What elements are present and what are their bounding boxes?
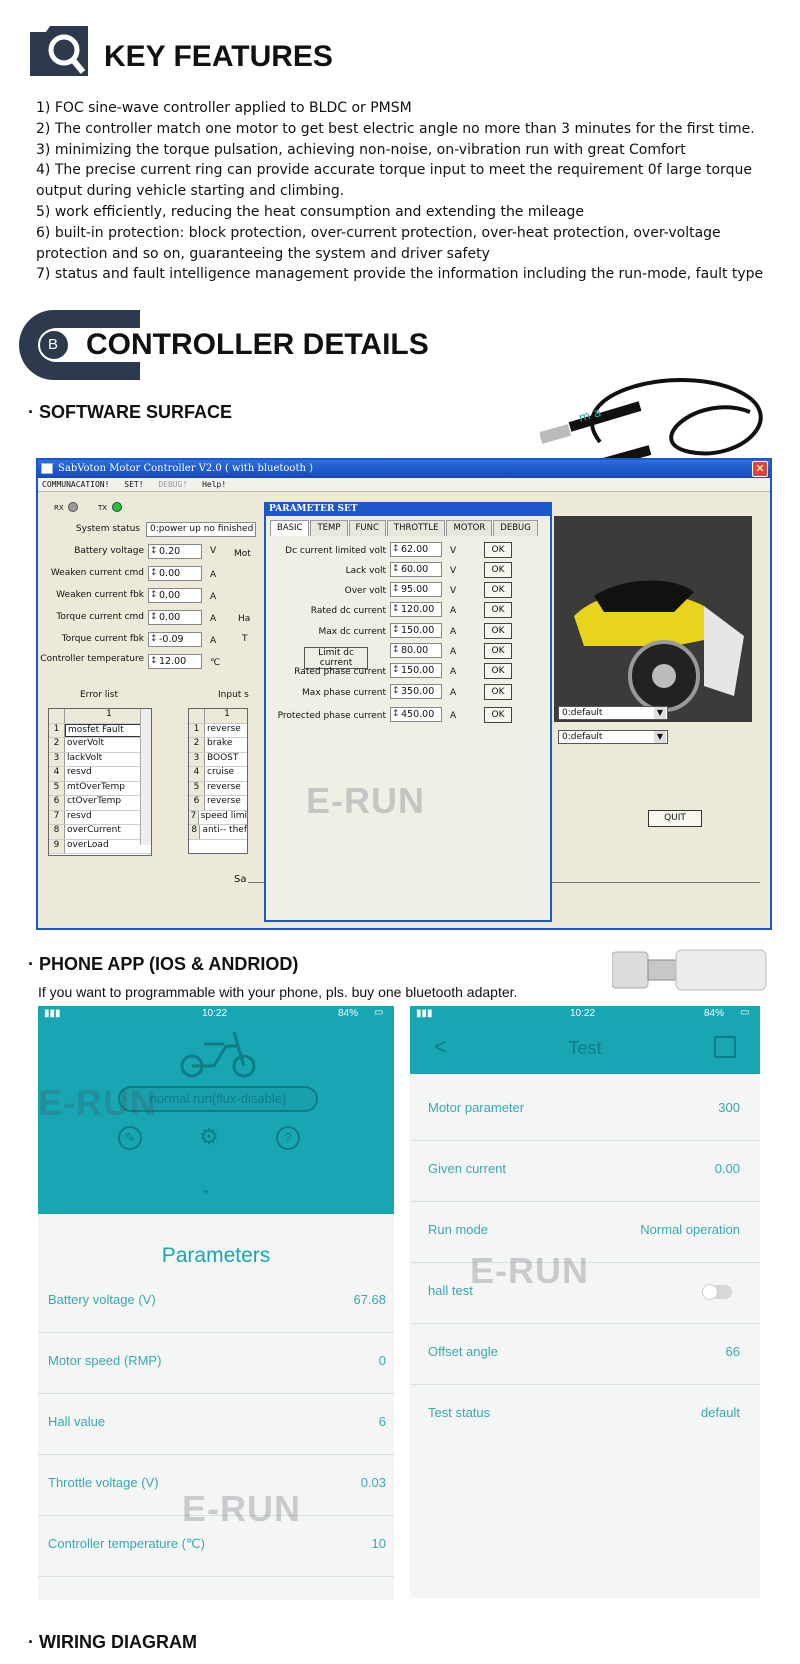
svg-text:m a: m a [576, 405, 603, 425]
parameter-set-dialog [264, 502, 552, 922]
field-label: Weaken current fbk [56, 590, 144, 600]
ok-button[interactable]: OK [484, 643, 512, 659]
scooter-icon [174, 1024, 260, 1080]
param-input[interactable]: ↕ 150.00 [390, 663, 442, 678]
param-label: Protected phase current [277, 711, 386, 721]
phone-screen-test [410, 1006, 760, 1598]
watermark: E-RUN [470, 1250, 589, 1291]
param-input[interactable]: ↕ 120.00 [390, 602, 442, 617]
menu-bar [38, 478, 770, 492]
feature-item: 4) The precise current ring can provide accurate torque input to meet the requirement 0f large torque output during vehicle starting and climbing. [36, 162, 752, 200]
list-item[interactable]: 5 mtOverTemp [49, 782, 151, 797]
list-item[interactable]: 8 overCurrent [49, 825, 151, 840]
list-item[interactable]: 3 lackVolt [49, 753, 151, 768]
list-item[interactable]: 1 reverse [189, 724, 247, 739]
test-row: Motor parameter 300 [410, 1080, 760, 1141]
param-input[interactable]: ↕ 150.00 [390, 623, 442, 638]
rx-label: RX [54, 504, 64, 512]
list-item[interactable]: 6 ctOverTemp [49, 796, 151, 811]
field-unit: V [210, 546, 217, 556]
param-unit: A [450, 711, 457, 721]
param-unit: V [450, 586, 457, 596]
param-row: Controller temperature (℃) 10 [38, 1516, 394, 1577]
param-input[interactable]: ↕ 450.00 [390, 707, 442, 722]
param-input[interactable]: ↕ 60.00 [390, 562, 442, 577]
partial-label: Ha [238, 614, 251, 624]
rx-led [68, 502, 78, 512]
ok-button[interactable]: OK [484, 623, 512, 639]
list-item[interactable]: 1 mosfet Fault [49, 724, 151, 739]
tab-func[interactable]: FUNC [349, 520, 386, 536]
torque-current-cmd-input[interactable]: ↕ 0.00 [148, 610, 202, 625]
param-input[interactable]: ↕ 62.00 [390, 542, 442, 557]
phone-app-heading: · PHONE APP (IOS & ANDRIOD) [28, 954, 299, 974]
field-label: Battery voltage [74, 546, 144, 556]
input-status-grid[interactable]: 1 1 reverse 2 brake 3 BOOST 4 cruise 5 reverse 6 reverse 7 speed limi 8 anti-- thef [188, 708, 248, 854]
param-label: Max phase current [302, 688, 386, 698]
param-unit: A [450, 667, 457, 677]
param-input[interactable]: ↕ 80.00 [390, 643, 442, 658]
param-label: Rated phase current [294, 667, 386, 677]
magnifier-icon [28, 22, 90, 78]
error-list-grid[interactable]: 1 1 mosfet Fault 2 overVolt 3 lackVolt 4 resvd 5 mtOverTemp 6 ctOverTemp 7 resvd 8 overCurrent 9 overLoad [48, 708, 152, 856]
param-unit: V [450, 566, 457, 576]
chevron-down-icon[interactable]: ⌄ [200, 1180, 212, 1196]
feature-item: 5) work efficiently, reducing the heat consumption and extending the mileage [36, 203, 585, 220]
weaken-current-cmd-input[interactable]: ↕ 0.00 [148, 566, 202, 581]
watermark: E-RUN [182, 1488, 301, 1529]
window-title: SabVoton Motor Controller V2.0 ( with bluetooth ) [58, 463, 313, 474]
wrench-icon[interactable]: ✎ [118, 1126, 142, 1150]
field-unit: A [210, 614, 217, 624]
menu-set[interactable]: SET! [124, 480, 144, 489]
test-title: Test [568, 1038, 602, 1058]
status-select-2[interactable]: 0:default ▼ [558, 730, 668, 744]
test-row: Test status default [428, 1405, 740, 1420]
weaken-current-fbk-input[interactable]: ↕ 0.00 [148, 588, 202, 603]
param-input[interactable]: ↕ 350.00 [390, 684, 442, 699]
ok-button[interactable]: OK [484, 582, 512, 598]
status-select-1[interactable]: 0:default ▼ [558, 706, 668, 720]
tab-basic[interactable]: BASIC [270, 520, 309, 536]
dialog-tabs [270, 520, 539, 536]
watermark: E-RUN [306, 780, 425, 821]
battery-icon: ▭ [374, 1007, 384, 1018]
software-surface-heading: · SOFTWARE SURFACE [28, 402, 233, 422]
list-item[interactable]: 2 overVolt [49, 738, 151, 753]
watermark: E-RUN [38, 1082, 157, 1123]
test-row: Run mode Normal operation [410, 1202, 760, 1263]
run-mode-pill: normal run(flux-disable) [118, 1086, 318, 1112]
feature-item: 6) built-in protection: block protection, over-current protection, over-heat protection, over-voltage protection and so on, guaranteeing the system and driver safety [36, 224, 721, 262]
controller-temperature-input[interactable]: ↕ 12.00 [148, 654, 202, 669]
partial-label: T [242, 634, 248, 644]
scooter-photo [554, 516, 752, 722]
param-label: Dc current limited volt [285, 546, 386, 556]
feature-item: 7) status and fault intelligence management provide the information including the run-mode, fault type [36, 266, 764, 283]
signal-icon: ▮▮▮ [416, 1008, 433, 1019]
badge-letter: B [48, 336, 59, 353]
field-label: Controller temperature [40, 654, 144, 664]
ok-button[interactable]: OK [484, 684, 512, 700]
field-label: Torque current cmd [56, 612, 144, 622]
dialog-title: PARAMETER SET [266, 502, 550, 516]
status-battery: 84% [704, 1008, 725, 1019]
partial-label: Sa [234, 874, 247, 885]
param-unit: V [450, 546, 457, 556]
field-label: Torque current fbk [61, 634, 144, 644]
error-list-scrollbar[interactable] [140, 709, 151, 845]
key-features-title: KEY FEATURES [104, 40, 333, 73]
list-item[interactable]: 5 reverse [189, 782, 247, 797]
battery-voltage-input[interactable]: ↕ 0.20 [148, 544, 202, 559]
menu-communication[interactable]: COMMUNACATION! [42, 480, 110, 489]
param-unit: A [450, 688, 457, 698]
phone-app-note: If you want to programmable with your phone, pls. buy one bluetooth adapter. [38, 984, 518, 1000]
list-item[interactable]: 4 resvd [49, 767, 151, 782]
list-item[interactable]: 4 cruise [189, 767, 247, 782]
feature-item: 2) The controller match one motor to get best electric angle no more than 3 minutes for the first time. [36, 120, 755, 137]
test-row: Given current 0.00 [410, 1141, 760, 1202]
tab-debug[interactable]: DEBUG [493, 520, 538, 536]
param-label: Over volt [344, 586, 386, 596]
menu-help[interactable]: Help! [202, 480, 227, 489]
gear-icon[interactable]: ⚙ [199, 1124, 219, 1149]
field-unit: ℃ [210, 658, 221, 668]
list-item[interactable]: 6 reverse [189, 796, 247, 811]
quit-button[interactable]: QUIT [648, 810, 702, 827]
list-item[interactable]: 3 BOOST [189, 753, 247, 768]
key-features-list [36, 98, 786, 285]
field-unit: A [210, 636, 217, 646]
system-status-value: 0:power up no finished [146, 522, 256, 537]
list-item[interactable]: 8 anti-- thef [189, 825, 247, 840]
status-time: 10:22 [570, 1008, 596, 1019]
param-label: Lack volt [345, 566, 386, 576]
param-label: Limit dc current [304, 647, 368, 669]
param-row: Battery voltage (V) 67.68 [38, 1272, 394, 1333]
save-icon[interactable] [714, 1036, 736, 1058]
tab-temp[interactable]: TEMP [310, 520, 347, 536]
param-row: Motor speed (RMP) 0 [38, 1333, 394, 1394]
tab-motor[interactable]: MOTOR [446, 520, 492, 536]
ok-button[interactable]: OK [484, 602, 512, 618]
system-status-label: System status [75, 524, 140, 534]
close-icon[interactable]: ✕ [752, 461, 768, 477]
param-unit: A [450, 627, 457, 637]
window-titlebar [38, 460, 770, 478]
tx-led [112, 502, 122, 512]
test-row: Offset angle 66 [410, 1324, 760, 1385]
param-row: Throttle voltage (V) 0.03 [38, 1455, 394, 1516]
field-unit: A [210, 592, 217, 602]
app-icon [41, 463, 53, 474]
tab-throttle[interactable]: THROTTLE [387, 520, 446, 536]
feature-item: 3) minimizing the torque pulsation, achieving non-noise, on-vibration run with great Comfort [36, 141, 686, 158]
param-unit: A [450, 606, 457, 616]
battery-icon: ▭ [740, 1007, 750, 1018]
help-icon[interactable]: ? [276, 1126, 300, 1150]
controller-details-title: CONTROLLER DETAILS [86, 328, 429, 361]
ok-button[interactable]: OK [484, 663, 512, 679]
status-time: 10:22 [202, 1008, 228, 1019]
param-input[interactable]: ↕ 95.00 [390, 582, 442, 597]
list-item[interactable]: 7 speed limi [189, 811, 247, 826]
partial-label: Mot [234, 549, 251, 559]
menu-debug[interactable]: DEBUG! [158, 480, 188, 489]
error-list-label: Error list [80, 690, 119, 700]
param-row: Hall value 6 [38, 1394, 394, 1455]
parameters-title: Parameters [161, 1244, 271, 1267]
param-label: Rated dc current [310, 606, 386, 616]
back-icon[interactable]: < [434, 1034, 447, 1059]
hall-test-toggle[interactable] [702, 1285, 732, 1299]
list-item[interactable]: 9 overLoad [49, 840, 151, 855]
param-label: Max dc current [318, 627, 386, 637]
feature-item: 1) FOC sine-wave controller applied to BLDC or PMSM [36, 100, 412, 116]
field-label: Weaken current cmd [50, 568, 144, 578]
bluetooth-adapter-image [612, 948, 768, 992]
status-battery: 84% [338, 1008, 359, 1019]
wiring-diagram-heading: · WIRING DIAGRAM [28, 1632, 197, 1652]
ok-button[interactable]: OK [484, 562, 512, 578]
ok-button[interactable]: OK [484, 707, 512, 723]
field-unit: A [210, 570, 217, 580]
list-item[interactable]: 7 resvd [49, 811, 151, 826]
param-unit: A [450, 647, 457, 657]
test-row: hall test [410, 1263, 760, 1324]
torque-current-fbk-input[interactable]: ↕ -0.09 [148, 632, 202, 647]
signal-icon: ▮▮▮ [44, 1008, 61, 1019]
tx-label: TX [98, 504, 108, 512]
list-item[interactable]: 2 brake [189, 738, 247, 753]
input-status-label: Input s [218, 690, 249, 700]
ok-button[interactable]: OK [484, 542, 512, 558]
